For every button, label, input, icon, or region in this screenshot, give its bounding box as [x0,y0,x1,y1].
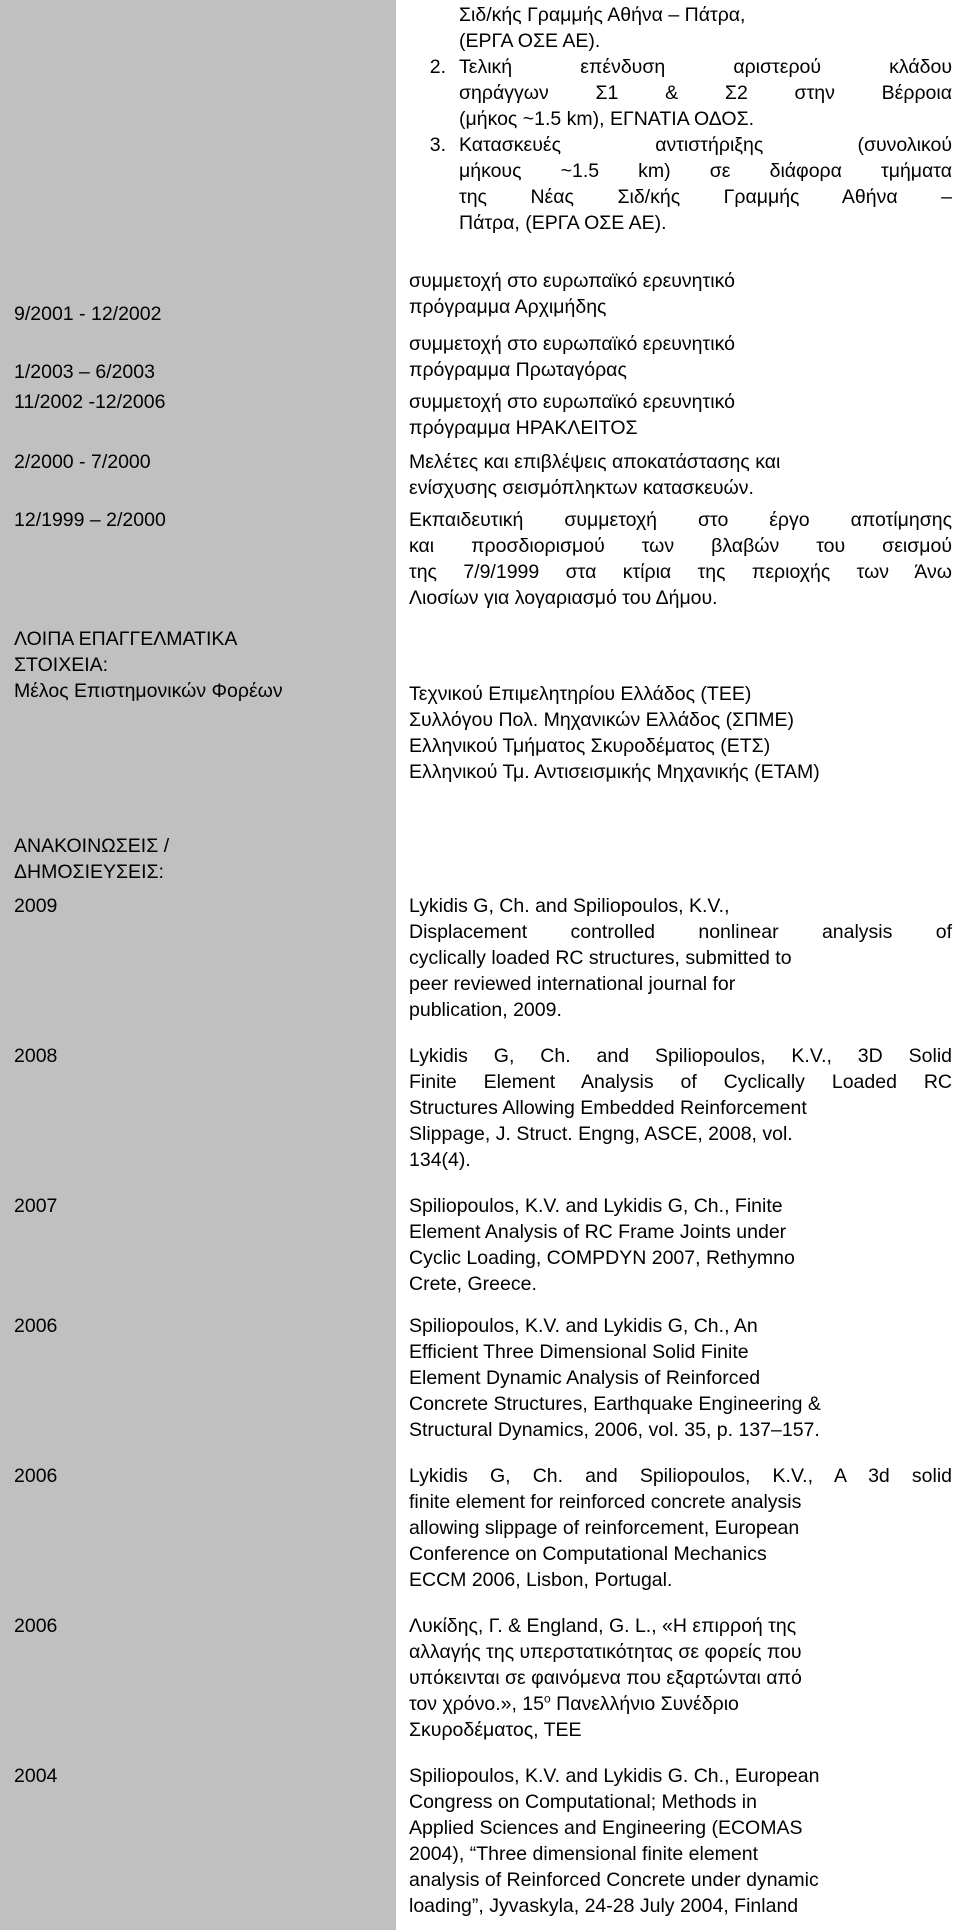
ordinal-superscript: ο [544,1691,551,1706]
research-text-line: πρόγραμμα Πρωταγόρας [409,359,627,381]
work-item-1-line: Σιδ/κής Γραμμής Αθήνα – Πάτρα, [459,4,746,26]
publication-line: Finite Element Analysis of Cyclically Loaded RC [409,1071,952,1093]
publication-line: αλλαγής της υπερστατικότητας σε φορείς που [409,1641,802,1663]
work-item-3-line: μήκους ~1.5 km) σε διάφορα τμήματα [459,160,952,182]
earthquake-text-line: και προσδιορισμού των βλαβών του σεισμού [409,535,952,557]
research-entry [409,268,952,320]
publication-entry [409,893,952,1023]
publication-entry [409,1763,952,1919]
publication-line: Spiliopoulos, K.V. and Lykidis G, Ch., An [409,1315,758,1337]
publication-line: Structural Dynamics, 2006, vol. 35, p. 137–157. [409,1419,820,1441]
work-item-3 [409,132,952,236]
publication-entry [409,1313,952,1443]
publication-entry [409,1193,952,1297]
publication-line: υπόκεινται σε φαινόμενα που εξαρτώνται από [409,1667,802,1689]
work-item-3-line: της Νέας Σιδ/κής Γραμμής Αθήνα – [459,186,952,208]
publication-line: Conference on Computational Mechanics [409,1543,767,1565]
publication-year: 2006 [14,1615,58,1637]
research-text-line: συμμετοχή στο ευρωπαϊκό ερευνητικό [409,333,735,355]
studies-period: 2/2000 - 7/2000 [14,451,151,473]
publication-line [409,1691,952,1717]
publication-line: Efficient Three Dimensional Solid Finite [409,1341,749,1363]
earthquake-text-line: Εκπαιδευτική συμμετοχή στο έργο αποτίμησης [409,509,952,531]
earthquake-text-line: Λιοσίων για λογαριασμό του Δήμου. [409,587,718,609]
publication-line: peer reviewed international journal for [409,973,736,995]
publication-line: Lykidis G, Ch. and Spiliopoulos, K.V., 3D Solid [409,1045,952,1067]
publication-line: publication, 2009. [409,999,562,1021]
scientific-body: Ελληνικού Τμήματος Σκυροδέματος (ΕΤΣ) [409,735,771,757]
publication-year: 2004 [14,1765,58,1787]
work-item-2-line: Τελική επένδυση αριστερού κλάδου [459,56,952,78]
works-list-continued [409,2,952,236]
publication-line: finite element for reinforced concrete analysis [409,1491,802,1513]
work-item-1-line: (ΕΡΓΑ ΟΣΕ ΑΕ). [459,30,601,52]
scientific-body: Ελληνικού Τμ. Αντισεισμικής Μηχανικής (ΕΤΑΜ) [409,761,820,783]
scientific-body: Συλλόγου Πολ. Μηχανικών Ελλάδος (ΣΠΜΕ) [409,709,795,731]
work-item-2 [409,54,952,132]
publication-line: Structures Allowing Embedded Reinforcement [409,1097,807,1119]
publication-line: Applied Sciences and Engineering (ECOMAS [409,1817,803,1839]
publication-line: loading”, Jyvaskyla, 24-28 July 2004, Finland [409,1895,799,1917]
work-item-3-line: Πάτρα, (ΕΡΓΑ ΟΣΕ ΑΕ). [459,212,667,234]
publication-line: Lykidis G, Ch. and Spiliopoulos, K.V., [409,895,730,917]
scientific-body: Τεχνικού Επιμελητηρίου Ελλάδος (ΤΕΕ) [409,683,752,705]
work-item-3-line: Κατασκευές αντιστήριξης (συνολικού [459,134,952,156]
earthquake-period: 12/1999 – 2/2000 [14,509,166,531]
publication-line: Concrete Structures, Earthquake Engineering & [409,1393,821,1415]
publication-year: 2008 [14,1045,58,1067]
publication-line-part: Πανελλήνιο Συνέδριο [550,1693,739,1715]
publications-heading [14,833,392,885]
research-period: 9/2001 - 12/2002 [14,303,162,325]
publication-line: analysis of Reinforced Concrete under dynamic [409,1869,819,1891]
work-item-number: 3. [429,134,446,156]
publication-line: Element Analysis of RC Frame Joints under [409,1221,787,1243]
earthquake-text-line: της 7/9/1999 στα κτίρια της περιοχής των Άνω [409,561,952,583]
studies-text-line: ενίσχυσης σεισμόπληκτων κατασκευών. [409,477,754,499]
publication-line: Displacement controlled nonlinear analysis of [409,921,952,943]
publication-line: Crete, Greece. [409,1273,537,1295]
publication-line: Spiliopoulos, K.V. and Lykidis G. Ch., European [409,1765,820,1787]
research-period: 1/2003 – 6/2003 [14,361,155,383]
publication-year: 2006 [14,1315,58,1337]
publication-line: cyclically loaded RC structures, submitted to [409,947,792,969]
publication-line: Element Dynamic Analysis of Reinforced [409,1367,761,1389]
research-entry [409,389,952,441]
scientific-bodies [409,681,952,785]
publication-line: Lykidis G, Ch. and Spiliopoulos, K.V., A 3d solid [409,1465,952,1487]
publication-line: Congress on Computational; Methods in [409,1791,757,1813]
publication-line-part: τον χρόνο.», 15 [409,1693,544,1715]
studies-entry [409,449,952,501]
publications-heading-line: ΑΝΑΚΟΙΝΩΣΕΙΣ / [14,835,170,857]
research-text-line: συμμετοχή στο ευρωπαϊκό ερευνητικό [409,270,735,292]
publication-line: Spiliopoulos, K.V. and Lykidis G, Ch., Finite [409,1195,783,1217]
research-text-line: πρόγραμμα ΗΡΑΚΛΕΙΤΟΣ [409,417,638,439]
earthquake-entry [409,507,952,611]
publications-heading-line: ΔΗΜΟΣΙΕΥΣΕΙΣ: [14,861,164,883]
publication-line: Λυκίδης, Γ. & England, G. L., «Η επιρροή της [409,1615,797,1637]
professional-heading-line: ΛΟΙΠΑ ΕΠΑΓΓΕΛΜΑΤΙΚΑ [14,628,238,650]
research-period: 11/2002 -12/2006 [14,391,166,413]
work-item-2-line: σηράγγων Σ1 & Σ2 στην Βέρροια [459,82,952,104]
publication-entry [409,1463,952,1593]
research-text-line: πρόγραμμα Αρχιμήδης [409,296,607,318]
publication-line: Σκυροδέματος, ΤΕΕ [409,1719,582,1741]
publication-line: Slippage, J. Struct. Engng, ASCE, 2008, vol. [409,1123,793,1145]
work-item-number: 2. [429,56,446,78]
publication-year: 2007 [14,1195,58,1217]
publication-line: allowing slippage of reinforcement, European [409,1517,800,1539]
member-label: Μέλος Επιστημονικών Φορέων [14,680,283,702]
publication-entry [409,1043,952,1173]
publication-line: 2004), “Three dimensional finite element [409,1843,759,1865]
professional-heading [14,626,392,704]
publication-year: 2006 [14,1465,58,1487]
professional-heading-line: ΣΤΟΙΧΕΙΑ: [14,654,109,676]
work-item-2-line: (μήκος ~1.5 km), ΕΓΝΑΤΙΑ ΟΔΟΣ. [459,108,755,130]
publication-line: 134(4). [409,1149,471,1171]
publication-year: 2009 [14,895,58,917]
publication-line: Cyclic Loading, COMPDYN 2007, Rethymno [409,1247,795,1269]
research-entry [409,331,952,383]
research-text-line: συμμετοχή στο ευρωπαϊκό ερευνητικό [409,391,735,413]
studies-text-line: Μελέτες και επιβλέψεις αποκατάστασης και [409,451,781,473]
publication-entry [409,1613,952,1743]
left-column-band [0,0,396,1930]
publication-line: ECCM 2006, Lisbon, Portugal. [409,1569,673,1591]
